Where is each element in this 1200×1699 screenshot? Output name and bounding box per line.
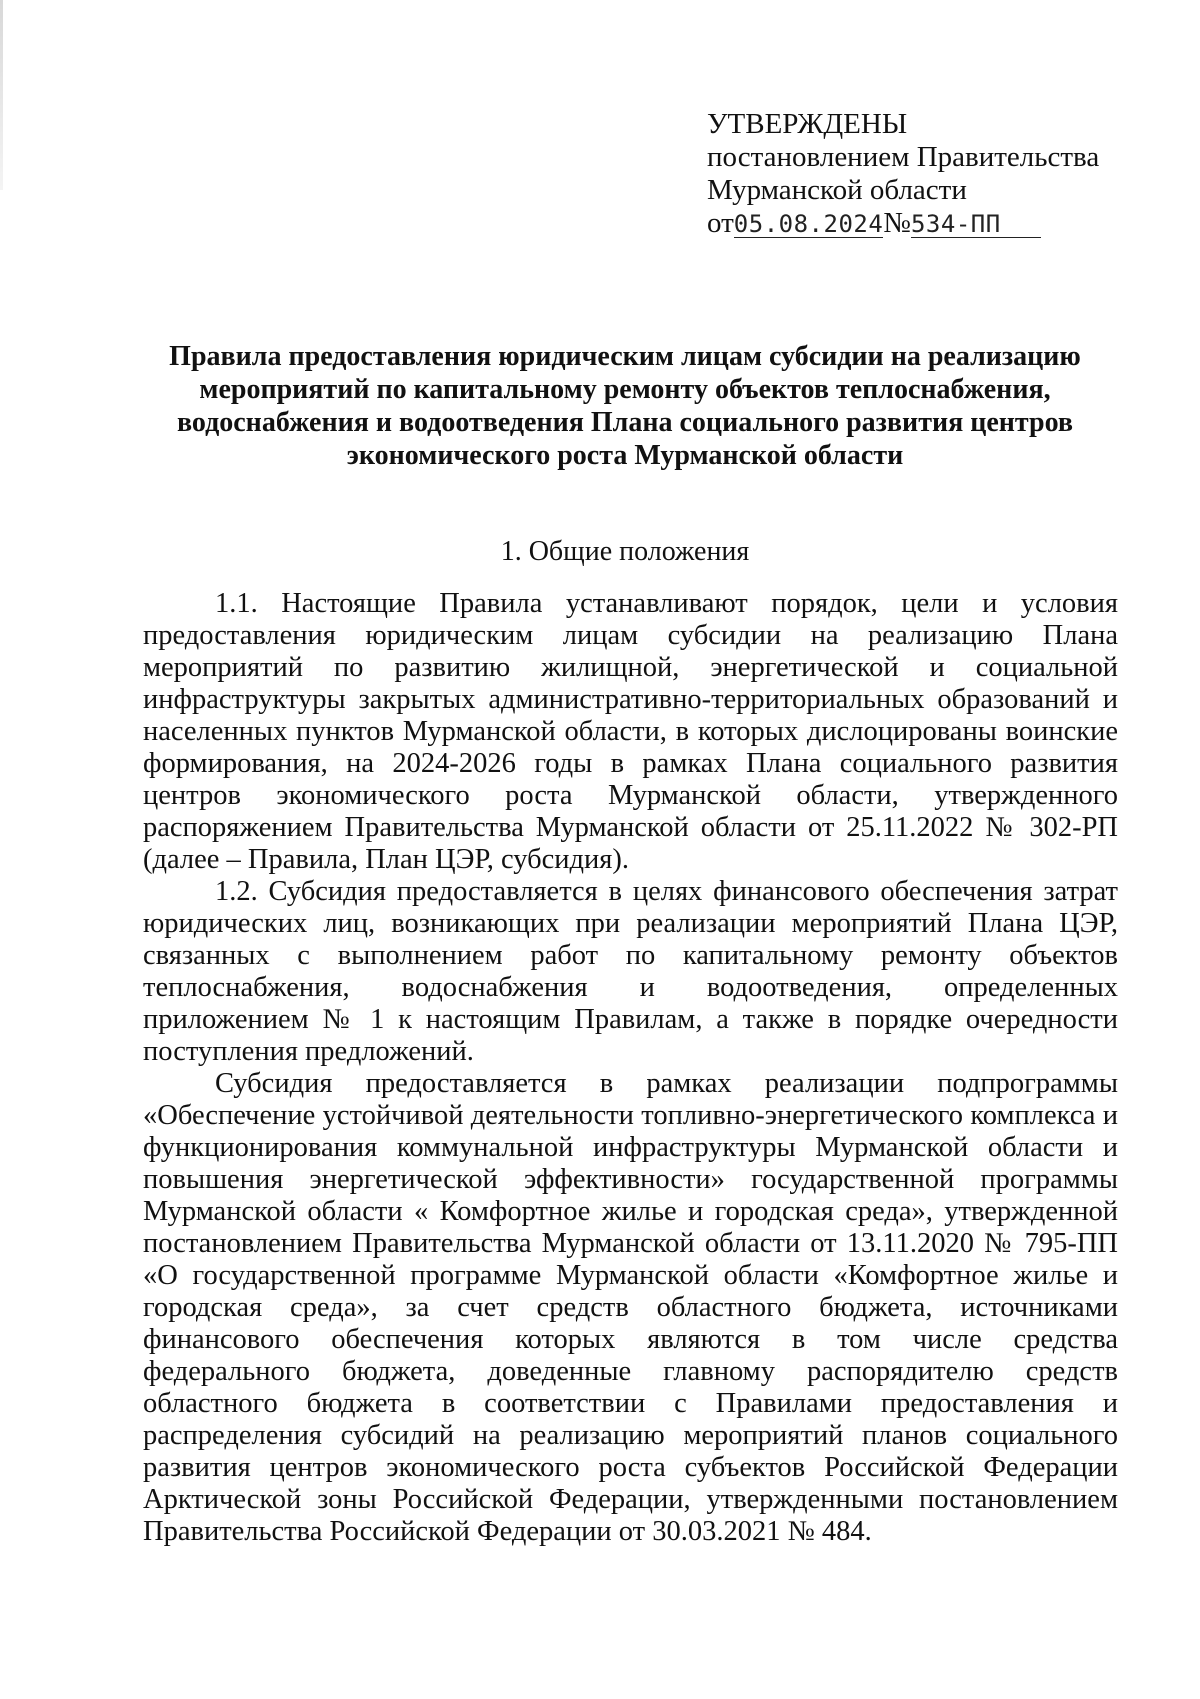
- text-line: связанных с выполнением работ по капитальному ремонту объектов: [143, 940, 1118, 971]
- text-line: федерального бюджета, доведенные главному распорядителю средств: [143, 1356, 1118, 1387]
- paragraph-1-1: [143, 588, 1118, 876]
- document-body: [143, 588, 1118, 1548]
- text-line: функционирования коммунальной инфраструктуры Мурманской области и: [143, 1132, 1118, 1163]
- text-line: поступления предложений.: [143, 1036, 474, 1067]
- text-line: развития центров экономического роста субъектов Российской Федерации: [143, 1452, 1118, 1483]
- text-line: «О государственной программе Мурманской области «Комфортное жилье и: [143, 1260, 1118, 1291]
- paragraph-1-2: [143, 876, 1118, 1068]
- paragraph-subsidy-program: [143, 1068, 1118, 1548]
- approval-stamp: [707, 108, 1137, 240]
- approval-issuer-line: постановлением Правительства: [707, 141, 1100, 173]
- text-line: Арктической зоны Российской Федерации, утвержденными постановлением: [143, 1484, 1118, 1515]
- text-line: распределения субсидий на реализацию мероприятий планов социального: [143, 1420, 1118, 1451]
- text-line: юридических лиц, возникающих при реализации мероприятий Плана ЦЭР,: [143, 908, 1118, 939]
- text-line: центров экономического роста Мурманской области, утвержденного: [143, 780, 1118, 811]
- text-line: повышения энергетической эффективности» государственной программы: [143, 1164, 1118, 1195]
- title-line: мероприятий по капитальному ремонту объектов теплоснабжения,: [199, 374, 1051, 405]
- text-line: предоставления юридическим лицам субсидии на реализацию Плана: [143, 620, 1118, 651]
- text-line: (далее – Правила, План ЦЭР, субсидия).: [143, 844, 630, 875]
- text-line: 1.1. Настоящие Правила устанавливают порядок, цели и условия: [215, 588, 1118, 619]
- text-line: «Обеспечение устойчивой деятельности топливно-энергетического комплекса и: [143, 1100, 1118, 1131]
- approval-heading: УТВЕРЖДЕНЫ: [707, 108, 908, 140]
- text-line: областного бюджета в соответствии с Правилами предоставления и: [143, 1388, 1118, 1419]
- text-line: Мурманской области « Комфортное жилье и городская среда», утвержденной: [143, 1196, 1118, 1227]
- title-line: водоснабжения и водоотведения Плана социального развития центров: [176, 407, 1074, 438]
- approval-number-prefix: №: [883, 207, 911, 239]
- text-line: инфраструктуры закрытых административно-территориальных образований и: [143, 684, 1118, 715]
- text-line: постановлением Правительства Мурманской области от 13.11.2020 № 795-ПП: [143, 1228, 1118, 1259]
- text-line: 1.2. Субсидия предоставляется в целях финансового обеспечения затрат: [215, 876, 1118, 907]
- document-title: [150, 340, 1100, 472]
- text-line: приложением № 1 к настоящим Правилам, а также в порядке очередности: [143, 1004, 1118, 1035]
- scan-edge-shadow: [0, 0, 3, 190]
- section-heading: 1. Общие положения: [500, 536, 750, 567]
- text-line: теплоснабжения, водоснабжения и водоотведения, определенных: [143, 972, 1118, 1003]
- text-line: распоряжением Правительства Мурманской области от 25.11.2022 № 302-РП: [143, 812, 1118, 843]
- approval-number: 534-ПП: [911, 211, 1041, 238]
- text-line: Субсидия предоставляется в рамках реализации подпрограммы: [215, 1068, 1118, 1099]
- text-line: формирования, на 2024-2026 годы в рамках Плана социального развития: [143, 748, 1118, 779]
- title-line: Правила предоставления юридическим лицам субсидии на реализацию: [169, 341, 1081, 372]
- text-line: финансового обеспечения которых являются в том числе средства: [143, 1324, 1118, 1355]
- text-line: мероприятий по развитию жилищной, энергетической и социальной: [143, 652, 1118, 683]
- approval-date-number-line: [707, 207, 1137, 240]
- text-line: Правительства Российской Федерации от 30.03.2021 № 484.: [143, 1516, 872, 1547]
- title-line: экономического роста Мурманской области: [346, 440, 904, 471]
- text-line: городская среда», за счет средств областного бюджета, источниками: [143, 1292, 1118, 1323]
- approval-date-prefix: от: [707, 207, 734, 239]
- text-line: населенных пунктов Мурманской области, в которых дислоцированы воинские: [143, 716, 1118, 747]
- approval-region-line: Мурманской области: [707, 174, 967, 206]
- approval-date: 05.08.2024: [733, 210, 884, 238]
